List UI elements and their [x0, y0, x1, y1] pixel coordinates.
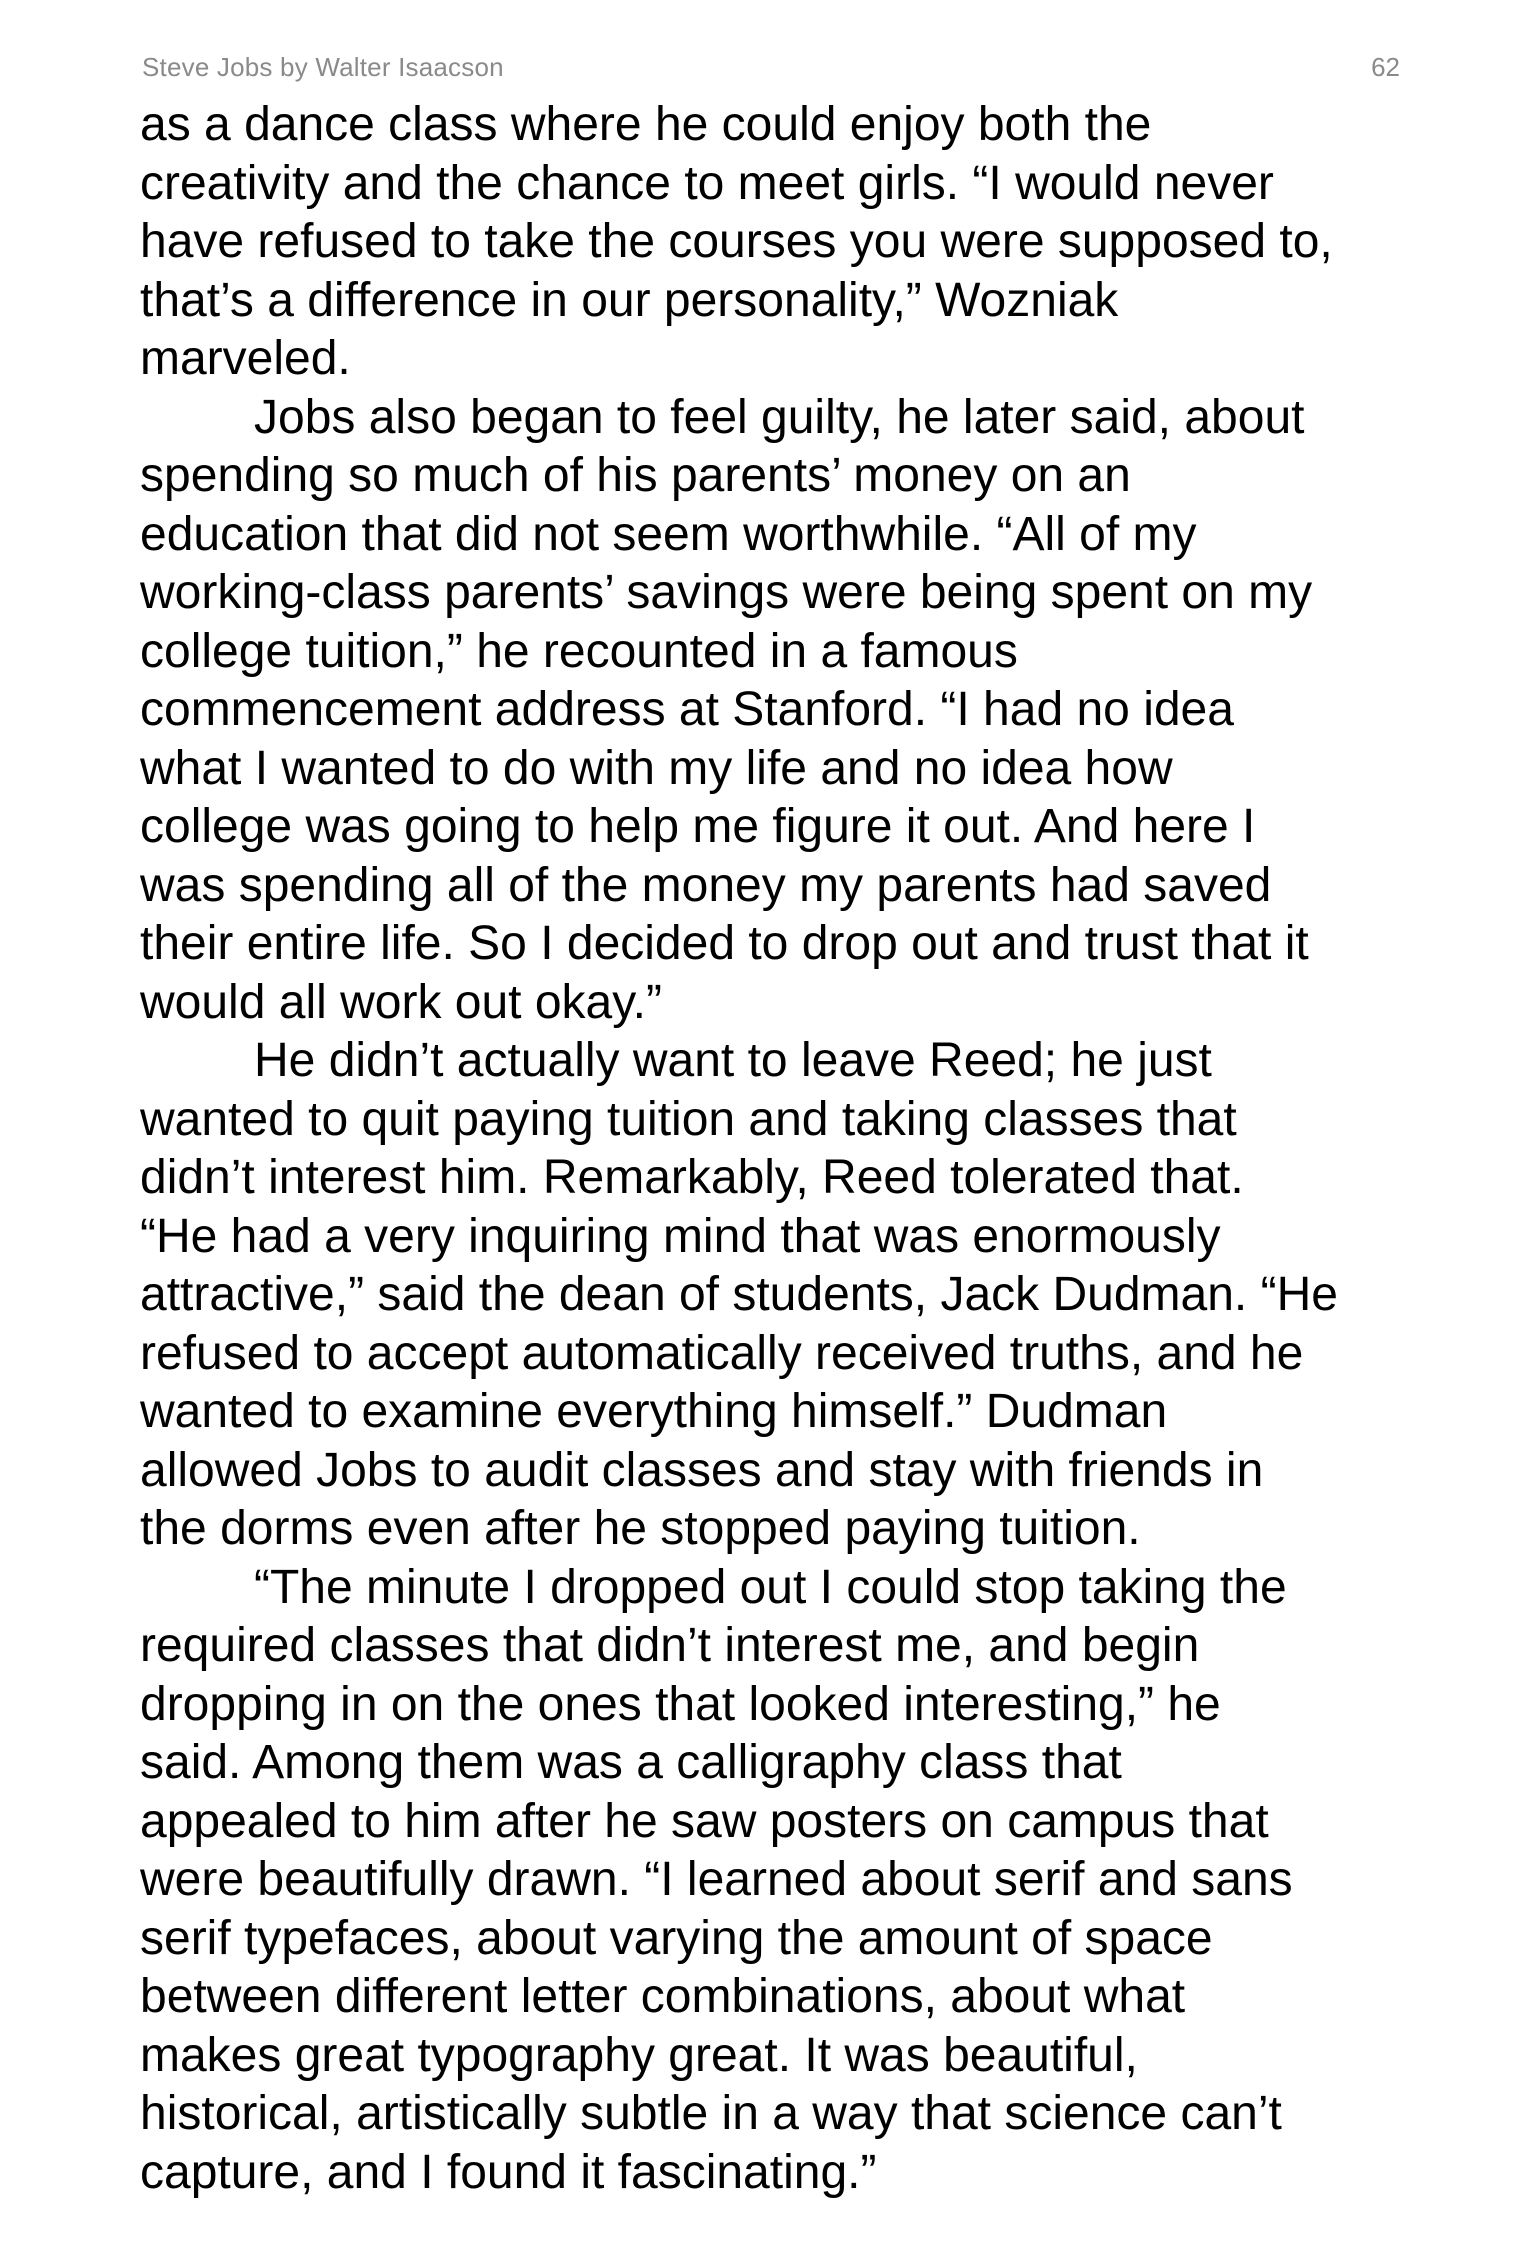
text-line: appealed to him after he saw posters on campus that [140, 1794, 1269, 1848]
text-line: required classes that didn’t interest me, and begin [140, 1619, 1200, 1672]
text-line: their entire life. So I decided to drop out and trust that it [140, 917, 1309, 970]
text-line: between different letter combinations, about what [140, 1970, 1186, 2023]
text-line: wanted to examine everything himself.” Dudman [140, 1385, 1168, 1438]
page-number: 62 [1371, 52, 1400, 82]
text-line: wanted to quit paying tuition and taking classes that [140, 1092, 1237, 1146]
text-line: were beautifully drawn. “I learned about serif and sans [140, 1853, 1293, 1906]
text-line: historical, artistically subtle in a way that science can’t [140, 2087, 1282, 2140]
text-line: creativity and the chance to meet girls. “I would never [140, 156, 1274, 210]
text-line: as a dance class where he could enjoy both the [140, 98, 1152, 151]
text-line: spending so much of his parents’ money on an [140, 449, 1131, 502]
text-line: marveled. [140, 332, 351, 385]
text-line: said. Among them was a calligraphy class that [140, 1736, 1122, 1789]
text-line: makes great typography great. It was beautiful, [140, 2028, 1138, 2082]
text-line: capture, and I found it fascinating.” [140, 2145, 877, 2199]
text-line: commencement address at Stanford. “I had no idea [140, 683, 1234, 736]
text-line: “He had a very inquiring mind that was enormously [140, 1209, 1221, 1263]
text-line: attractive,” said the dean of students, Jack Dudman. “He [140, 1268, 1338, 1321]
page-header [140, 50, 1400, 84]
paragraph-first-line: Jobs also began to feel guilty, he later said, about [254, 390, 1305, 444]
text-line: serif typefaces, about varying the amount of space [140, 1911, 1213, 1965]
text-line: have refused to take the courses you were supposed to, [140, 215, 1333, 268]
paragraph-first-line: “The minute I dropped out I could stop taking the [254, 1560, 1287, 1614]
text-line: refused to accept automatically received truths, and he [140, 1326, 1304, 1380]
text-line: college was going to help me figure it out. And here I [140, 800, 1256, 853]
text-line: working-class parents’ savings were being spent on my [140, 566, 1313, 619]
text-line: was spending all of the money my parents had saved [140, 858, 1272, 912]
page-body [140, 96, 1410, 2202]
book-title: Steve Jobs by Walter Isaacson [142, 52, 504, 82]
text-line: dropping in on the ones that looked interesting,” he [140, 1677, 1221, 1731]
paragraph-first-line: He didn’t actually want to leave Reed; he just [254, 1034, 1212, 1087]
text-line: education that did not seem worthwhile. “All of my [140, 507, 1197, 561]
text-line: that’s a difference in our personality,” Wozniak [140, 273, 1119, 327]
text-line: the dorms even after he stopped paying tuition. [140, 1502, 1141, 1555]
text-line: didn’t interest him. Remarkably, Reed tolerated that. [140, 1151, 1244, 1204]
text-line: college tuition,” he recounted in a famous [140, 624, 1018, 678]
text-line: allowed Jobs to audit classes and stay with friends in [140, 1443, 1264, 1497]
text-line: would all work out okay.” [140, 975, 662, 1029]
text-line: what I wanted to do with my life and no idea how [140, 741, 1173, 795]
